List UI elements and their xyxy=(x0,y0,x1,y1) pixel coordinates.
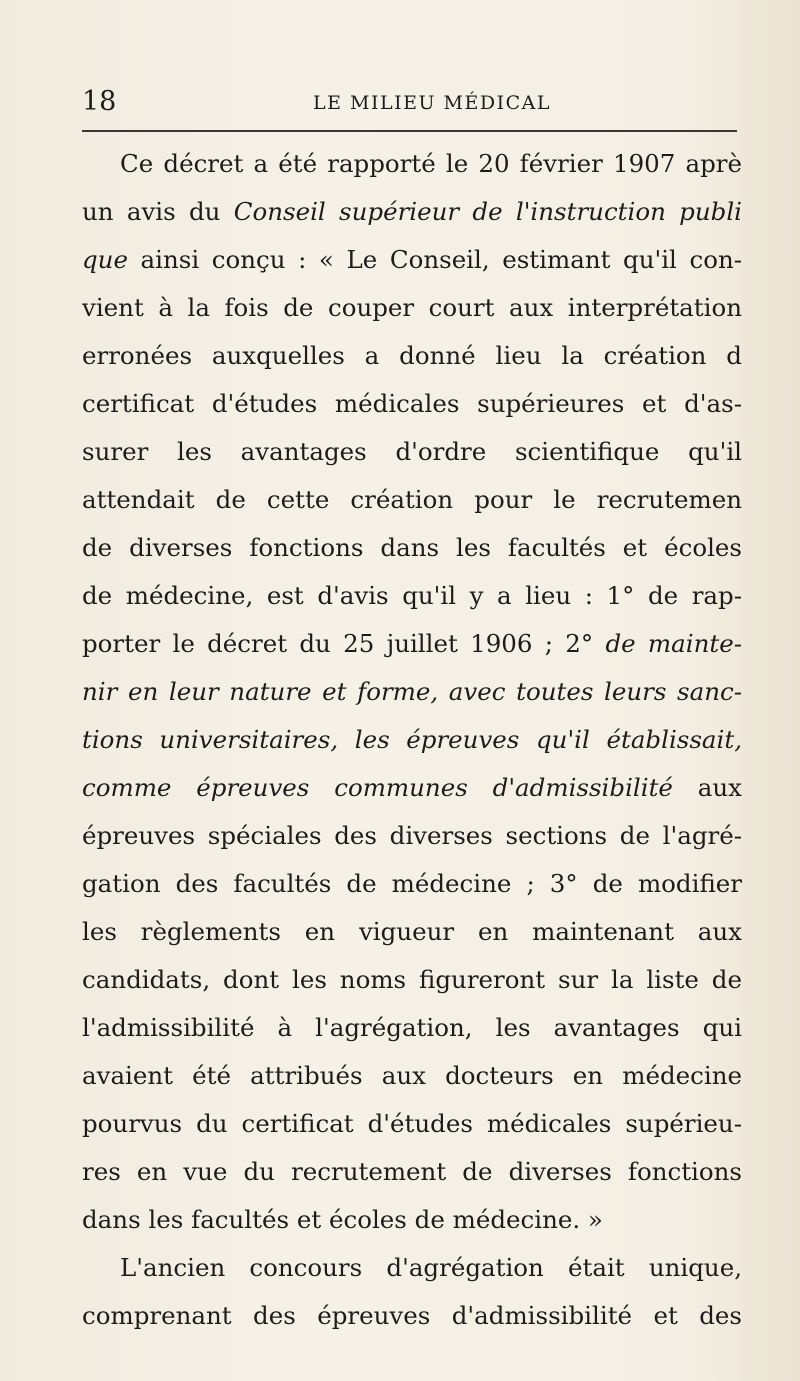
text-line xyxy=(82,1148,742,1196)
italic-text: nir en leur nature et forme, avec toutes leurs sanc- xyxy=(82,677,742,706)
body-text xyxy=(82,140,742,1340)
text-line xyxy=(82,1100,742,1148)
text-line xyxy=(82,332,742,380)
text-line xyxy=(82,860,742,908)
text-segment: certificat d'études médicales supérieures et d'as- xyxy=(82,389,742,418)
text-line xyxy=(82,620,742,668)
text-segment: vient à la fois de couper court aux interprétation xyxy=(82,293,742,322)
page-header xyxy=(82,82,742,122)
text-segment: attendait de cette création pour le recrutemen xyxy=(82,485,742,514)
text-line xyxy=(82,1004,742,1052)
text-line xyxy=(82,956,742,1004)
text-line xyxy=(82,188,742,236)
italic-text: Conseil supérieur de l'instruction publi xyxy=(233,197,742,226)
text-segment: un avis du xyxy=(82,197,234,226)
text-segment: comprenant des épreuves d'admissibilité et des xyxy=(82,1301,742,1330)
text-segment: dans les facultés et écoles de médecine. » xyxy=(82,1205,603,1234)
text-segment: ainsi conçu : « Le Conseil, estimant qu'il con- xyxy=(127,245,742,274)
page-number: 18 xyxy=(82,86,117,117)
text-segment: épreuves spéciales des diverses sections de l'agré- xyxy=(82,821,742,850)
text-line xyxy=(82,1052,742,1100)
italic-text: de mainte- xyxy=(605,629,742,658)
text-segment: l'admissibilité à l'agrégation, les avantages qui xyxy=(82,1013,742,1042)
text-line xyxy=(82,716,742,764)
text-segment: de diverses fonctions dans les facultés et écoles xyxy=(82,533,742,562)
italic-text: comme épreuves communes d'admissibilité xyxy=(82,773,673,802)
text-segment: de médecine, est d'avis qu'il y a lieu : 1° de rap- xyxy=(82,581,742,610)
text-line xyxy=(82,140,742,188)
text-line xyxy=(82,476,742,524)
text-segment: pourvus du certificat d'études médicales supérieu- xyxy=(82,1109,742,1138)
text-segment: candidats, dont les noms figureront sur la liste de xyxy=(82,965,742,994)
running-title: LE MILIEU MÉDICAL xyxy=(313,92,551,114)
text-line xyxy=(82,572,742,620)
text-line xyxy=(82,764,742,812)
text-segment: Ce décret a été rapporté le 20 février 1907 aprè xyxy=(120,149,742,178)
text-line xyxy=(82,284,742,332)
text-line xyxy=(82,668,742,716)
text-segment: avaient été attribués aux docteurs en médecine xyxy=(82,1061,742,1090)
text-line xyxy=(82,812,742,860)
text-segment: L'ancien concours d'agrégation était unique, xyxy=(120,1253,742,1282)
text-line xyxy=(82,380,742,428)
text-segment: porter le décret du 25 juillet 1906 ; 2° xyxy=(82,629,606,658)
italic-text: tions universitaires, les épreuves qu'il établissait, xyxy=(82,725,742,754)
italic-text: que xyxy=(82,245,128,274)
text-line xyxy=(82,908,742,956)
text-segment: gation des facultés de médecine ; 3° de modifier xyxy=(82,869,742,898)
text-segment: aux xyxy=(672,773,742,802)
text-segment: surer les avantages d'ordre scientifique qu'il xyxy=(82,437,742,466)
text-line xyxy=(82,1196,742,1244)
text-segment: erronées auxquelles a donné lieu la création d xyxy=(82,341,742,370)
header-rule xyxy=(82,130,737,132)
text-line xyxy=(82,428,742,476)
text-line xyxy=(82,524,742,572)
text-segment: res en vue du recrutement de diverses fonctions xyxy=(82,1157,742,1186)
text-line xyxy=(82,1244,742,1292)
text-segment: les règlements en vigueur en maintenant aux xyxy=(82,917,742,946)
text-line xyxy=(82,1292,742,1340)
text-line xyxy=(82,236,742,284)
